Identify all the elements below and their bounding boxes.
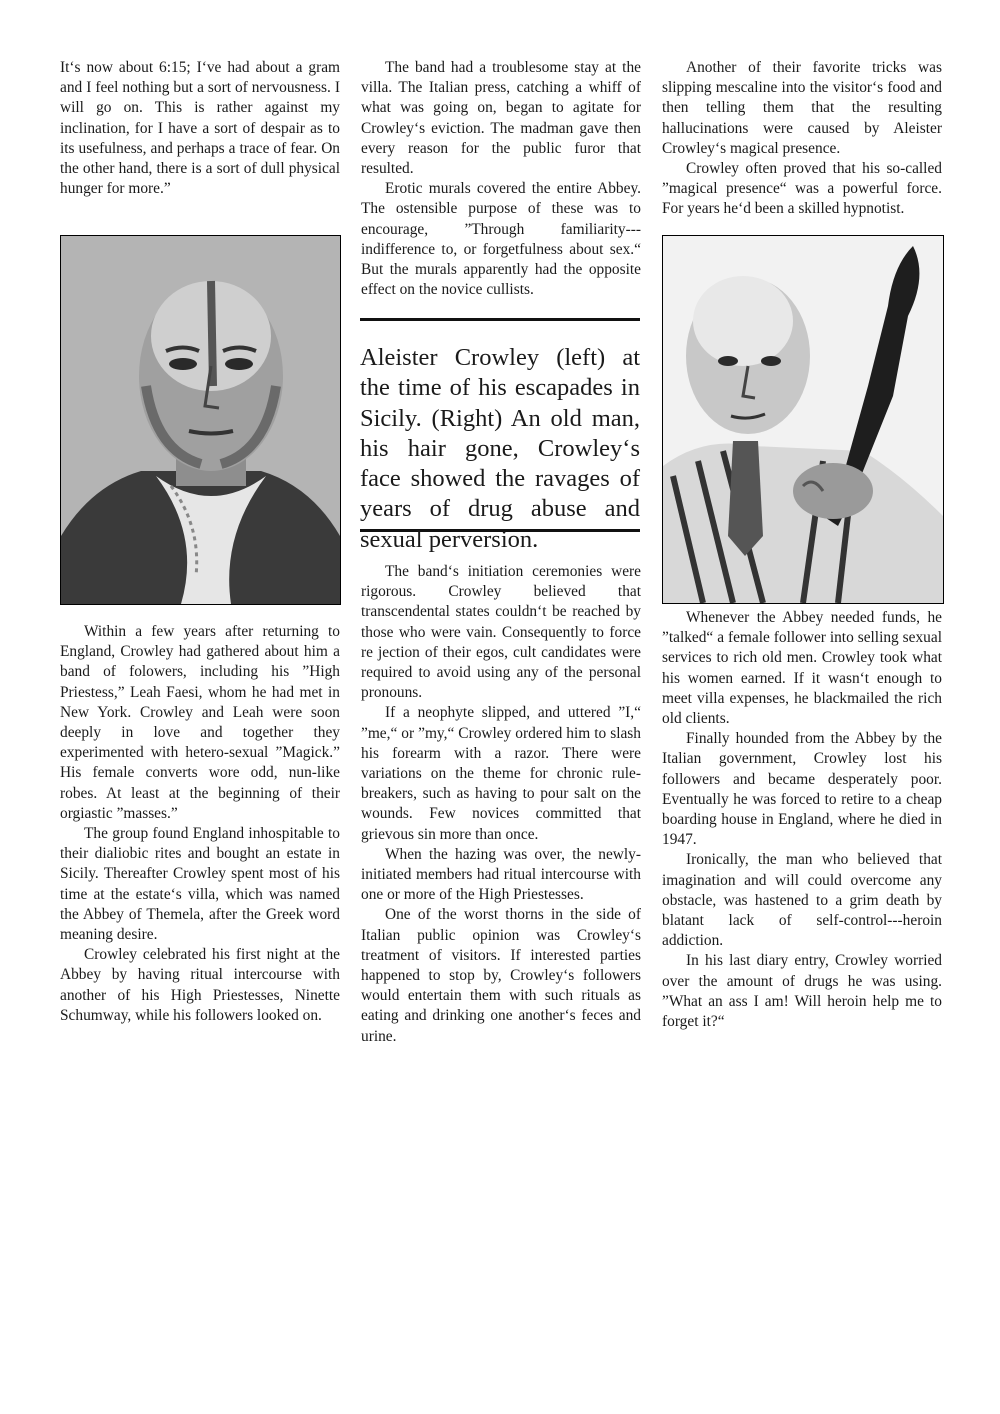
- crowley-portrait-photo: [60, 235, 341, 605]
- paragraph: Crowley often proved that his so-called ”magical presence“ was a powerful force. For years he‘d been a skilled hypnotist.: [662, 160, 942, 218]
- paragraph: Crowley celebrated his first night at the Abbey by having ritual intercourse with another of his High Priestesses, Ninette Schumway, while his followers looked on.: [60, 946, 340, 1024]
- column-1-top-text: [60, 58, 340, 199]
- paragraph: Ironically, the man who believed that imagination and will could overcome any obstacle, was hastened to a grim death by blatant lack of self-control---heroin addiction.: [662, 851, 942, 950]
- photo-caption: [360, 318, 640, 553]
- paragraph: Within a few years after returning to England, Crowley had gathered about him a band of folowers, including his ”High Priestess,” Leah Faesi, whom he had met in New York. Crowley and Leah were soon deeply in love and together they experimented with hetero-sexual ”Magick.” His female converts wore odd, nun-like robes. At least at the beginning of their orgiastic ”masses.”: [60, 623, 340, 822]
- crowley-old-man-photo: [662, 235, 944, 604]
- paragraph: Whenever the Abbey needed funds, he ”talked“ a female follower into selling sexual services to rich old men. Crowley took what his women earned. If it wasn‘t enough to meet villa expenses, he blackmailed the rich old clients.: [662, 609, 942, 728]
- paragraph: It‘s now about 6:15; I‘ve had about a gram and I feel nothing but a sort of nervousness. I will go on. This is rather against my inclination, for I have a sort of despair as to its usefulness, and perhaps a trace of fear. On the other hand, there is a sort of dull physical hunger for more.”: [60, 59, 340, 198]
- paragraph: The group found England inhospitable to their dialiobic rites and bought an estate in Sicily. Thereafter Crowley spent most of his time at the estate‘s villa, which was named the Abbey of Themela, after the Greek word meaning desire.: [60, 825, 340, 944]
- column-3-top-text: [662, 58, 942, 220]
- paragraph: One of the worst thorns in the side of Italian public opinion was Crowley‘s treatment of visitors. If interested parties happened to stop by, Crowley‘s followers would entertain them with such rituals as eating and drinking one another‘s feces and urine.: [361, 906, 641, 1045]
- column-2-bottom-text: [361, 562, 641, 1047]
- column-2-top-text: [361, 58, 641, 300]
- column-1-bottom-text: [60, 622, 340, 1026]
- paragraph: If a neophyte slipped, and uttered ”I,“ ”me,“ or ”my,“ Crowley ordered him to slash his forearm with a razor. There were variations on the theme for chronic rule-breakers, such as having to pour salt on the wounds. Few novices committed that grievous sin more than once.: [361, 704, 641, 843]
- paragraph: Erotic murals covered the entire Abbey. The ostensible purpose of these was to encourage, ”Through familiarity---indifference to, or forgetfulness about sex.“ But the murals apparently had the opposite effect on the novice cullists.: [361, 180, 641, 299]
- paragraph: The band had a troublesome stay at the villa. The Italian press, catching a whiff of what was going on, began to agitate for Crowley‘s eviction. The madman gave then every reason for the public furor that resulted.: [361, 59, 641, 178]
- paragraph: When the hazing was over, the newly-initiated members had ritual intercourse with one or more of the High Priestesses.: [361, 845, 641, 904]
- paragraph: Another of their favorite tricks was slipping mescaline into the visitor‘s food and then telling them that the resulting hallucinations were caused by Aleister Crowley‘s magical presence.: [662, 59, 942, 157]
- paragraph: In his last diary entry, Crowley worried over the amount of drugs he was using. ”What an ass I am! Will heroin help me to forget it?“: [662, 952, 942, 1031]
- paragraph: Finally hounded from the Abbey by the Italian government, Crowley lost his followers and became desperately poor. Eventually he was forced to retire to a cheap boarding house in England, where he died in 1947.: [662, 730, 942, 849]
- column-3-bottom-text: [662, 608, 942, 1032]
- paragraph: The band‘s initiation ceremonies were rigorous. Crowley believed that transcendental states couldn‘t be reached by those who were vain. Consequently to force re jection of their egos, cult candidates were required to avoid using any of the personal pronouns.: [361, 563, 641, 702]
- caption-text: Aleister Crowley (left) at the time of his escapades in Sicily. (Right) An old man, his hair gone, Crowley‘s face showed the ravages of years of drug abuse and sexual perversion.: [360, 344, 640, 553]
